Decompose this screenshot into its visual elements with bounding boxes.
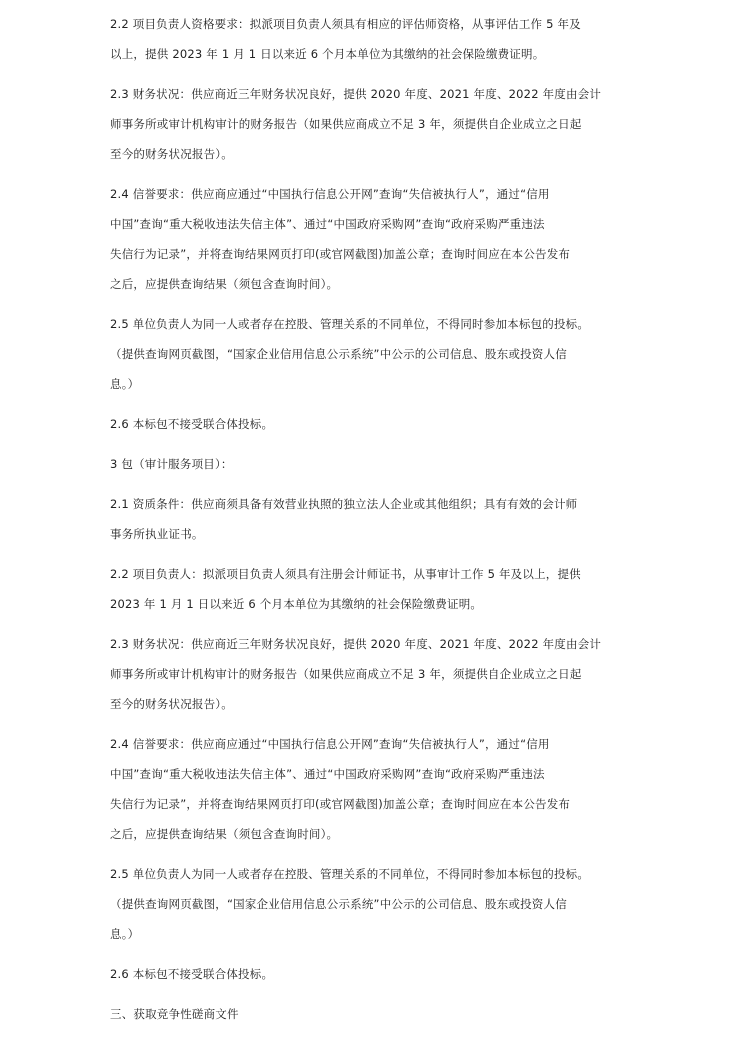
paragraph-2-2-pkg3 [110, 559, 645, 619]
text-line: 2.3 财务状况：供应商近三年财务状况良好，提供 2020 年度、2021 年度、2022 年度由会计 [110, 637, 602, 651]
text-line: 失信行为记录”，并将查询结果网页打印(或官网截图)加盖公章；查询时间应在本公告发布 [110, 247, 571, 261]
text-line: 中国”查询“重大税收违法失信主体”、通过“中国政府采购网”查询“政府采购严重违法 [110, 217, 545, 231]
text-line: 之后，应提供查询结果（须包含查询时间）。 [110, 827, 339, 841]
text-line: 2.2 项目负责人资格要求：拟派项目负责人须具有相应的评估师资格，从事评估工作 5 年及 [110, 17, 581, 31]
text-line: 息。） [110, 377, 140, 391]
text-line: 以上，提供 2023 年 1 月 1 日以来近 6 个月本单位为其缴纳的社会保险缴费证明。 [110, 47, 545, 61]
text-line: 2023 年 1 月 1 日以来近 6 个月本单位为其缴纳的社会保险缴费证明。 [110, 597, 483, 611]
paragraph-2-2-pkg2 [110, 9, 645, 69]
paragraph-2-4-pkg3 [110, 729, 645, 849]
text-line: （提供查询网页截图，“国家企业信用信息公示系统”中公示的公司信息、股东或投资人信 [110, 897, 567, 911]
paragraph-2-5-pkg2 [110, 309, 645, 399]
text-line: （提供查询网页截图，“国家企业信用信息公示系统”中公示的公司信息、股东或投资人信 [110, 347, 567, 361]
paragraph-2-3-pkg3 [110, 629, 645, 719]
text-line: 中国”查询“重大税收违法失信主体”、通过“中国政府采购网”查询“政府采购严重违法 [110, 767, 545, 781]
text-line: 三、获取竞争性磋商文件 [110, 1007, 239, 1021]
text-line: 之后，应提供查询结果（须包含查询时间）。 [110, 277, 339, 291]
paragraph-2-4-pkg2 [110, 179, 645, 299]
text-line: 2.4 信誉要求：供应商应通过“中国执行信息公开网”查询“失信被执行人”，通过“信用 [110, 737, 550, 751]
text-line: 师事务所或审计机构审计的财务报告（如果供应商成立不足 3 年，须提供自企业成立之日起 [110, 117, 582, 131]
paragraph-2-6-pkg2 [110, 409, 645, 439]
text-line: 至今的财务状况报告）。 [110, 697, 233, 711]
section-3-heading [110, 999, 645, 1029]
text-line: 2.4 信誉要求：供应商应通过“中国执行信息公开网”查询“失信被执行人”，通过“信用 [110, 187, 550, 201]
text-line: 至今的财务状况报告）。 [110, 147, 233, 161]
text-line: 师事务所或审计机构审计的财务报告（如果供应商成立不足 3 年，须提供自企业成立之日起 [110, 667, 582, 681]
paragraph-2-1-pkg3 [110, 489, 645, 549]
paragraph-2-5-pkg3 [110, 859, 645, 949]
text-line: 2.1 资质条件：供应商须具备有效营业执照的独立法人企业或其他组织；具有有效的会计师 [110, 497, 578, 511]
text-line: 2.2 项目负责人：拟派项目负责人须具有注册会计师证书，从事审计工作 5 年及以上，提供 [110, 567, 581, 581]
text-line: 2.5 单位负责人为同一人或者存在控股、管理关系的不同单位，不得同时参加本标包的投标。 [110, 867, 590, 881]
paragraph-2-6-pkg3 [110, 959, 645, 989]
text-line: 2.6 本标包不接受联合体投标。 [110, 417, 274, 431]
text-line: 3 包（审计服务项目）： [110, 457, 233, 471]
text-line: 2.6 本标包不接受联合体投标。 [110, 967, 274, 981]
text-line: 失信行为记录”，并将查询结果网页打印(或官网截图)加盖公章；查询时间应在本公告发布 [110, 797, 571, 811]
package-3-heading [110, 449, 645, 479]
text-line: 2.5 单位负责人为同一人或者存在控股、管理关系的不同单位，不得同时参加本标包的投标。 [110, 317, 590, 331]
document-body [110, 9, 645, 1039]
paragraph-2-3-pkg2 [110, 79, 645, 169]
text-line: 2.3 财务状况：供应商近三年财务状况良好，提供 2020 年度、2021 年度、2022 年度由会计 [110, 87, 602, 101]
text-line: 息。） [110, 927, 140, 941]
text-line: 事务所执业证书。 [110, 527, 204, 541]
